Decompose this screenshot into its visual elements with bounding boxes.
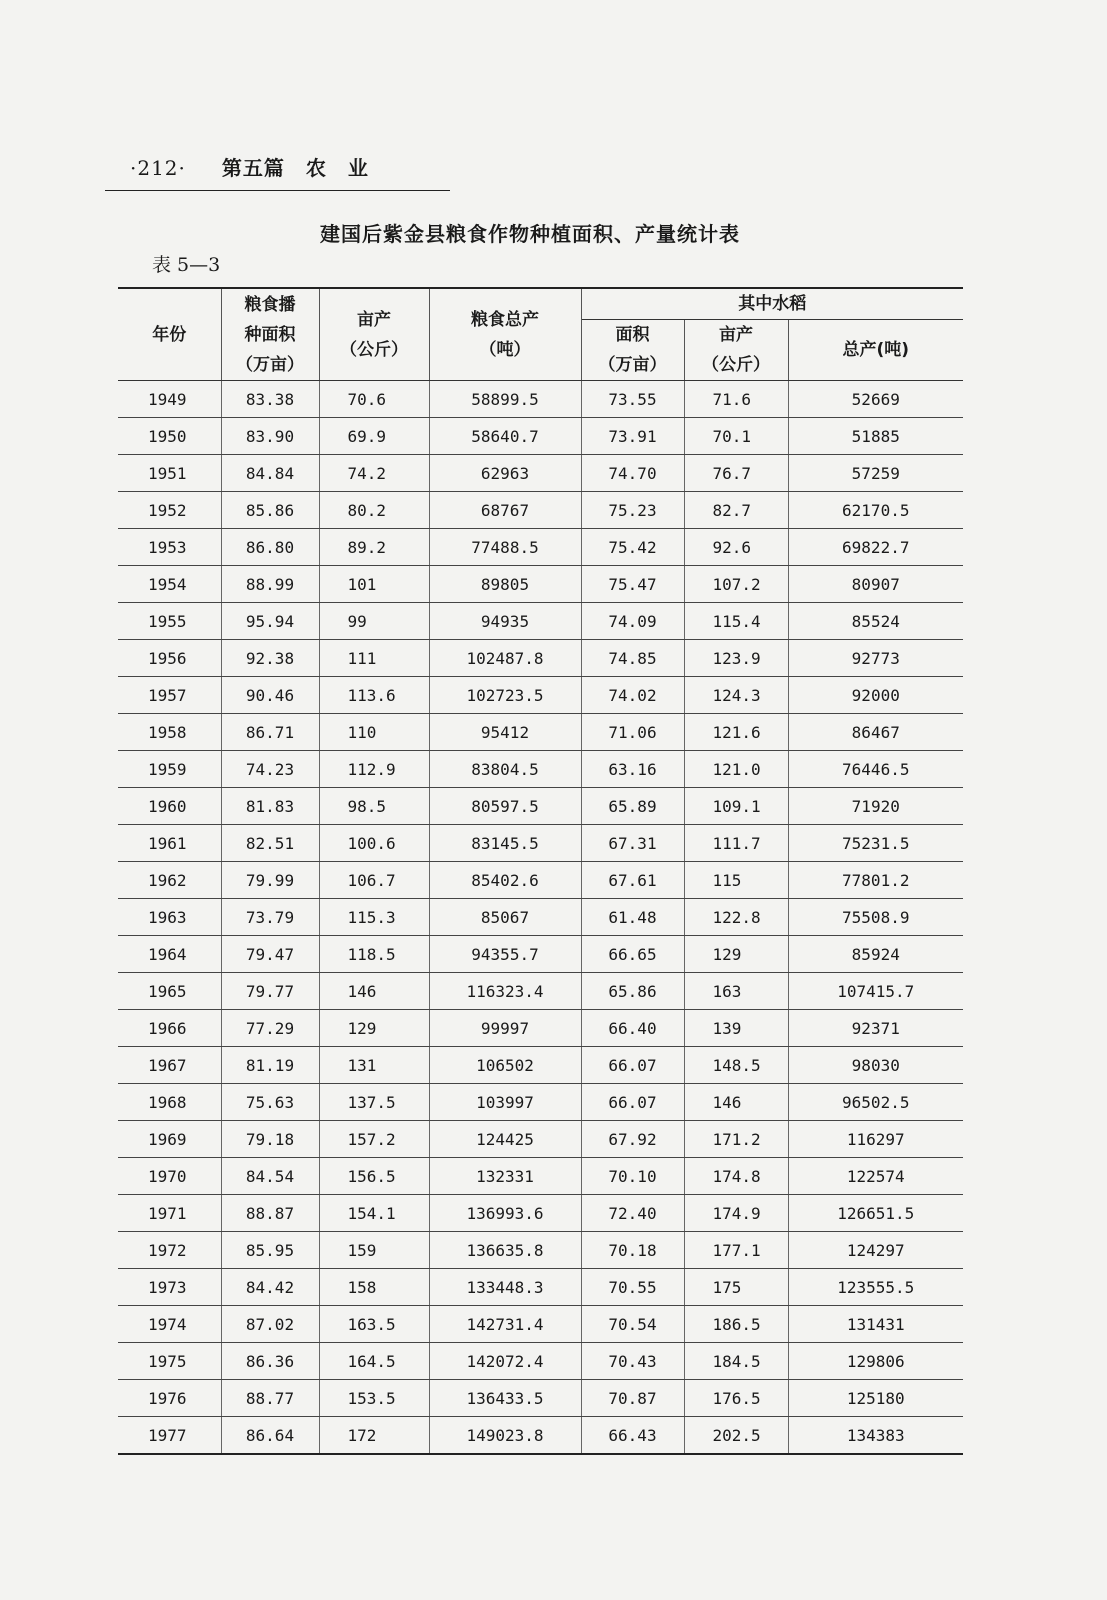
- grain-yield-cell: 172: [319, 1417, 429, 1455]
- rice-yield-cell: 174.8: [684, 1158, 788, 1195]
- rice-total-cell: 52669: [788, 381, 963, 418]
- rice-yield-cell: 124.3: [684, 677, 788, 714]
- year-cell: 1958: [118, 714, 221, 751]
- grain-area-cell: 88.99: [221, 566, 319, 603]
- rice-total-cell: 107415.7: [788, 973, 963, 1010]
- rice-area-cell: 66.07: [581, 1084, 684, 1121]
- grain-yield-cell: 159: [319, 1232, 429, 1269]
- rice-yield-cell: 107.2: [684, 566, 788, 603]
- col-rice-total-header: 总产(吨): [788, 320, 963, 381]
- rice-yield-cell: 82.7: [684, 492, 788, 529]
- rice-area-cell: 74.09: [581, 603, 684, 640]
- grain-yield-cell: 137.5: [319, 1084, 429, 1121]
- rice-area-cell: 70.87: [581, 1380, 684, 1417]
- grain-total-cell: 102487.8: [429, 640, 581, 677]
- table-row: [118, 640, 963, 677]
- grain-total-cell: 136433.5: [429, 1380, 581, 1417]
- rice-yield-cell: 146: [684, 1084, 788, 1121]
- grain-yield-cell: 154.1: [319, 1195, 429, 1232]
- rice-yield-cell: 71.6: [684, 381, 788, 418]
- rice-yield-cell: 92.6: [684, 529, 788, 566]
- grain-area-cell: 92.38: [221, 640, 319, 677]
- grain-area-cell: 82.51: [221, 825, 319, 862]
- rice-yield-cell: 175: [684, 1269, 788, 1306]
- grain-total-cell: 83804.5: [429, 751, 581, 788]
- table-row: [118, 1269, 963, 1306]
- year-cell: 1952: [118, 492, 221, 529]
- grain-total-cell: 116323.4: [429, 973, 581, 1010]
- rice-total-cell: 122574: [788, 1158, 963, 1195]
- page-header: [130, 152, 369, 181]
- grain-yield-cell: 113.6: [319, 677, 429, 714]
- rice-total-cell: 134383: [788, 1417, 963, 1455]
- rice-area-cell: 65.89: [581, 788, 684, 825]
- year-cell: 1969: [118, 1121, 221, 1158]
- grain-total-cell: 85402.6: [429, 862, 581, 899]
- table-row: [118, 566, 963, 603]
- rice-area-cell: 74.85: [581, 640, 684, 677]
- grain-total-cell: 77488.5: [429, 529, 581, 566]
- rice-total-cell: 86467: [788, 714, 963, 751]
- rice-total-cell: 69822.7: [788, 529, 963, 566]
- grain-total-cell: 102723.5: [429, 677, 581, 714]
- year-cell: 1955: [118, 603, 221, 640]
- col-grain-yield-header: 亩产 （公斤）: [319, 288, 429, 381]
- table-row: [118, 862, 963, 899]
- rice-yield-cell: 163: [684, 973, 788, 1010]
- year-cell: 1977: [118, 1417, 221, 1455]
- year-cell: 1966: [118, 1010, 221, 1047]
- grain-total-cell: 68767: [429, 492, 581, 529]
- rice-area-cell: 70.18: [581, 1232, 684, 1269]
- year-cell: 1950: [118, 418, 221, 455]
- grain-total-cell: 132331: [429, 1158, 581, 1195]
- rice-area-cell: 71.06: [581, 714, 684, 751]
- rice-total-cell: 98030: [788, 1047, 963, 1084]
- rice-total-cell: 125180: [788, 1380, 963, 1417]
- rice-area-cell: 72.40: [581, 1195, 684, 1232]
- rice-area-cell: 67.92: [581, 1121, 684, 1158]
- year-cell: 1951: [118, 455, 221, 492]
- grain-area-cell: 86.64: [221, 1417, 319, 1455]
- rice-area-cell: 66.65: [581, 936, 684, 973]
- year-cell: 1963: [118, 899, 221, 936]
- year-cell: 1961: [118, 825, 221, 862]
- grain-yield-cell: 164.5: [319, 1343, 429, 1380]
- table-title: 建国后紫金县粮食作物种植面积、产量统计表: [320, 222, 740, 246]
- rice-total-cell: 75508.9: [788, 899, 963, 936]
- rice-yield-cell: 139: [684, 1010, 788, 1047]
- rice-total-cell: 85524: [788, 603, 963, 640]
- grain-area-cell: 77.29: [221, 1010, 319, 1047]
- table-row: [118, 1380, 963, 1417]
- grain-total-cell: 136635.8: [429, 1232, 581, 1269]
- grain-total-cell: 142072.4: [429, 1343, 581, 1380]
- rice-area-cell: 63.16: [581, 751, 684, 788]
- table-row: [118, 603, 963, 640]
- rice-yield-cell: 121.0: [684, 751, 788, 788]
- rice-yield-cell: 202.5: [684, 1417, 788, 1455]
- grain-total-cell: 106502: [429, 1047, 581, 1084]
- rice-total-cell: 62170.5: [788, 492, 963, 529]
- rice-area-cell: 66.40: [581, 1010, 684, 1047]
- grain-total-cell: 80597.5: [429, 788, 581, 825]
- grain-area-cell: 87.02: [221, 1306, 319, 1343]
- table-row: [118, 936, 963, 973]
- rice-yield-cell: 129: [684, 936, 788, 973]
- table-row: [118, 1417, 963, 1455]
- grain-yield-cell: 115.3: [319, 899, 429, 936]
- rice-area-cell: 70.55: [581, 1269, 684, 1306]
- table-row: [118, 788, 963, 825]
- col-grain-total-header: 粮食总产 （吨）: [429, 288, 581, 381]
- grain-yield-cell: 98.5: [319, 788, 429, 825]
- grain-total-cell: 99997: [429, 1010, 581, 1047]
- rice-yield-cell: 186.5: [684, 1306, 788, 1343]
- rice-area-cell: 70.10: [581, 1158, 684, 1195]
- rice-total-cell: 129806: [788, 1343, 963, 1380]
- rice-total-cell: 51885: [788, 418, 963, 455]
- grain-area-cell: 88.87: [221, 1195, 319, 1232]
- rice-yield-cell: 174.9: [684, 1195, 788, 1232]
- grain-total-cell: 94935: [429, 603, 581, 640]
- grain-area-cell: 81.83: [221, 788, 319, 825]
- grain-area-cell: 83.90: [221, 418, 319, 455]
- year-cell: 1972: [118, 1232, 221, 1269]
- grain-yield-cell: 131: [319, 1047, 429, 1084]
- rice-total-cell: 80907: [788, 566, 963, 603]
- table-row: [118, 1232, 963, 1269]
- grain-yield-cell: 157.2: [319, 1121, 429, 1158]
- table-row: [118, 1195, 963, 1232]
- grain-yield-cell: 110: [319, 714, 429, 751]
- grain-total-cell: 149023.8: [429, 1417, 581, 1455]
- col-rice-yield-header: 亩产 （公斤）: [684, 320, 788, 381]
- grain-total-cell: 94355.7: [429, 936, 581, 973]
- grain-area-cell: 79.99: [221, 862, 319, 899]
- grain-area-cell: 86.71: [221, 714, 319, 751]
- page-number: ·212·: [130, 156, 186, 180]
- grain-yield-cell: 153.5: [319, 1380, 429, 1417]
- rice-area-cell: 65.86: [581, 973, 684, 1010]
- grain-total-cell: 124425: [429, 1121, 581, 1158]
- grain-area-cell: 83.38: [221, 381, 319, 418]
- rice-total-cell: 71920: [788, 788, 963, 825]
- rice-yield-cell: 184.5: [684, 1343, 788, 1380]
- grain-area-cell: 84.54: [221, 1158, 319, 1195]
- year-cell: 1962: [118, 862, 221, 899]
- year-cell: 1973: [118, 1269, 221, 1306]
- rice-area-cell: 74.02: [581, 677, 684, 714]
- grain-total-cell: 85067: [429, 899, 581, 936]
- rice-area-cell: 73.55: [581, 381, 684, 418]
- rice-area-cell: 75.47: [581, 566, 684, 603]
- table-row: [118, 1306, 963, 1343]
- table-row: [118, 1121, 963, 1158]
- rice-area-cell: 73.91: [581, 418, 684, 455]
- grain-yield-cell: 158: [319, 1269, 429, 1306]
- rice-yield-cell: 122.8: [684, 899, 788, 936]
- grain-yield-cell: 112.9: [319, 751, 429, 788]
- table-row: [118, 1047, 963, 1084]
- grain-yield-cell: 99: [319, 603, 429, 640]
- table-row: [118, 825, 963, 862]
- grain-yield-cell: 70.6: [319, 381, 429, 418]
- year-cell: 1960: [118, 788, 221, 825]
- rice-yield-cell: 171.2: [684, 1121, 788, 1158]
- grain-area-cell: 85.86: [221, 492, 319, 529]
- rice-yield-cell: 76.7: [684, 455, 788, 492]
- grain-statistics-table: [118, 287, 963, 1455]
- table-row: [118, 492, 963, 529]
- rice-yield-cell: 123.9: [684, 640, 788, 677]
- table-row: [118, 1084, 963, 1121]
- year-cell: 1976: [118, 1380, 221, 1417]
- grain-area-cell: 84.84: [221, 455, 319, 492]
- grain-area-cell: 95.94: [221, 603, 319, 640]
- grain-total-cell: 142731.4: [429, 1306, 581, 1343]
- table-row: [118, 714, 963, 751]
- grain-total-cell: 103997: [429, 1084, 581, 1121]
- grain-yield-cell: 106.7: [319, 862, 429, 899]
- grain-area-cell: 84.42: [221, 1269, 319, 1306]
- table-label: 表 5—3: [152, 254, 221, 276]
- grain-area-cell: 75.63: [221, 1084, 319, 1121]
- rice-area-cell: 67.61: [581, 862, 684, 899]
- grain-area-cell: 79.77: [221, 973, 319, 1010]
- col-year-header: 年份: [118, 288, 221, 381]
- grain-yield-cell: 101: [319, 566, 429, 603]
- year-cell: 1956: [118, 640, 221, 677]
- rice-yield-cell: 115: [684, 862, 788, 899]
- rice-area-cell: 66.07: [581, 1047, 684, 1084]
- year-cell: 1970: [118, 1158, 221, 1195]
- table-row: [118, 1343, 963, 1380]
- grain-area-cell: 86.80: [221, 529, 319, 566]
- rice-yield-cell: 115.4: [684, 603, 788, 640]
- grain-area-cell: 90.46: [221, 677, 319, 714]
- table-row: [118, 1010, 963, 1047]
- year-cell: 1968: [118, 1084, 221, 1121]
- rice-yield-cell: 70.1: [684, 418, 788, 455]
- grain-total-cell: 133448.3: [429, 1269, 581, 1306]
- grain-area-cell: 81.19: [221, 1047, 319, 1084]
- rice-area-cell: 75.23: [581, 492, 684, 529]
- rice-yield-cell: 121.6: [684, 714, 788, 751]
- grain-area-cell: 85.95: [221, 1232, 319, 1269]
- year-cell: 1974: [118, 1306, 221, 1343]
- grain-total-cell: 62963: [429, 455, 581, 492]
- table-body: [118, 381, 963, 1455]
- year-cell: 1964: [118, 936, 221, 973]
- grain-yield-cell: 80.2: [319, 492, 429, 529]
- grain-yield-cell: 129: [319, 1010, 429, 1047]
- year-cell: 1954: [118, 566, 221, 603]
- rice-total-cell: 92371: [788, 1010, 963, 1047]
- rice-total-cell: 96502.5: [788, 1084, 963, 1121]
- grain-total-cell: 83145.5: [429, 825, 581, 862]
- rice-area-cell: 74.70: [581, 455, 684, 492]
- rice-total-cell: 75231.5: [788, 825, 963, 862]
- col-grain-area-header: 粮食播 种面积 （万亩）: [221, 288, 319, 381]
- grain-total-cell: 95412: [429, 714, 581, 751]
- header-rule: [105, 190, 450, 191]
- table-row: [118, 1158, 963, 1195]
- rice-total-cell: 57259: [788, 455, 963, 492]
- year-cell: 1971: [118, 1195, 221, 1232]
- year-cell: 1975: [118, 1343, 221, 1380]
- rice-area-cell: 66.43: [581, 1417, 684, 1455]
- grain-area-cell: 79.47: [221, 936, 319, 973]
- rice-area-cell: 67.31: [581, 825, 684, 862]
- grain-total-cell: 58899.5: [429, 381, 581, 418]
- table-row: [118, 455, 963, 492]
- rice-total-cell: 124297: [788, 1232, 963, 1269]
- grain-yield-cell: 111: [319, 640, 429, 677]
- grain-area-cell: 86.36: [221, 1343, 319, 1380]
- year-cell: 1959: [118, 751, 221, 788]
- grain-area-cell: 79.18: [221, 1121, 319, 1158]
- grain-yield-cell: 118.5: [319, 936, 429, 973]
- rice-total-cell: 77801.2: [788, 862, 963, 899]
- table-row: [118, 418, 963, 455]
- section-title: 第五篇 农 业: [221, 156, 369, 180]
- rice-total-cell: 126651.5: [788, 1195, 963, 1232]
- grain-yield-cell: 74.2: [319, 455, 429, 492]
- grain-area-cell: 74.23: [221, 751, 319, 788]
- col-rice-area-header: 面积 （万亩）: [581, 320, 684, 381]
- rice-total-cell: 123555.5: [788, 1269, 963, 1306]
- year-cell: 1957: [118, 677, 221, 714]
- rice-yield-cell: 176.5: [684, 1380, 788, 1417]
- rice-total-cell: 76446.5: [788, 751, 963, 788]
- table-row: [118, 529, 963, 566]
- table-row: [118, 973, 963, 1010]
- grain-area-cell: 88.77: [221, 1380, 319, 1417]
- grain-yield-cell: 69.9: [319, 418, 429, 455]
- grain-total-cell: 58640.7: [429, 418, 581, 455]
- grain-yield-cell: 163.5: [319, 1306, 429, 1343]
- grain-yield-cell: 156.5: [319, 1158, 429, 1195]
- rice-yield-cell: 109.1: [684, 788, 788, 825]
- rice-total-cell: 116297: [788, 1121, 963, 1158]
- rice-total-cell: 92773: [788, 640, 963, 677]
- year-cell: 1965: [118, 973, 221, 1010]
- table-row: [118, 751, 963, 788]
- rice-yield-cell: 177.1: [684, 1232, 788, 1269]
- rice-area-cell: 61.48: [581, 899, 684, 936]
- rice-total-cell: 131431: [788, 1306, 963, 1343]
- table-row: [118, 381, 963, 418]
- rice-total-cell: 85924: [788, 936, 963, 973]
- grain-yield-cell: 89.2: [319, 529, 429, 566]
- rice-yield-cell: 111.7: [684, 825, 788, 862]
- col-rice-group-header: 其中水稻: [581, 288, 963, 320]
- year-cell: 1953: [118, 529, 221, 566]
- rice-yield-cell: 148.5: [684, 1047, 788, 1084]
- rice-total-cell: 92000: [788, 677, 963, 714]
- table-row: [118, 677, 963, 714]
- year-cell: 1967: [118, 1047, 221, 1084]
- table-row: [118, 899, 963, 936]
- grain-total-cell: 89805: [429, 566, 581, 603]
- grain-yield-cell: 100.6: [319, 825, 429, 862]
- grain-total-cell: 136993.6: [429, 1195, 581, 1232]
- year-cell: 1949: [118, 381, 221, 418]
- grain-yield-cell: 146: [319, 973, 429, 1010]
- rice-area-cell: 70.43: [581, 1343, 684, 1380]
- rice-area-cell: 70.54: [581, 1306, 684, 1343]
- rice-area-cell: 75.42: [581, 529, 684, 566]
- grain-area-cell: 73.79: [221, 899, 319, 936]
